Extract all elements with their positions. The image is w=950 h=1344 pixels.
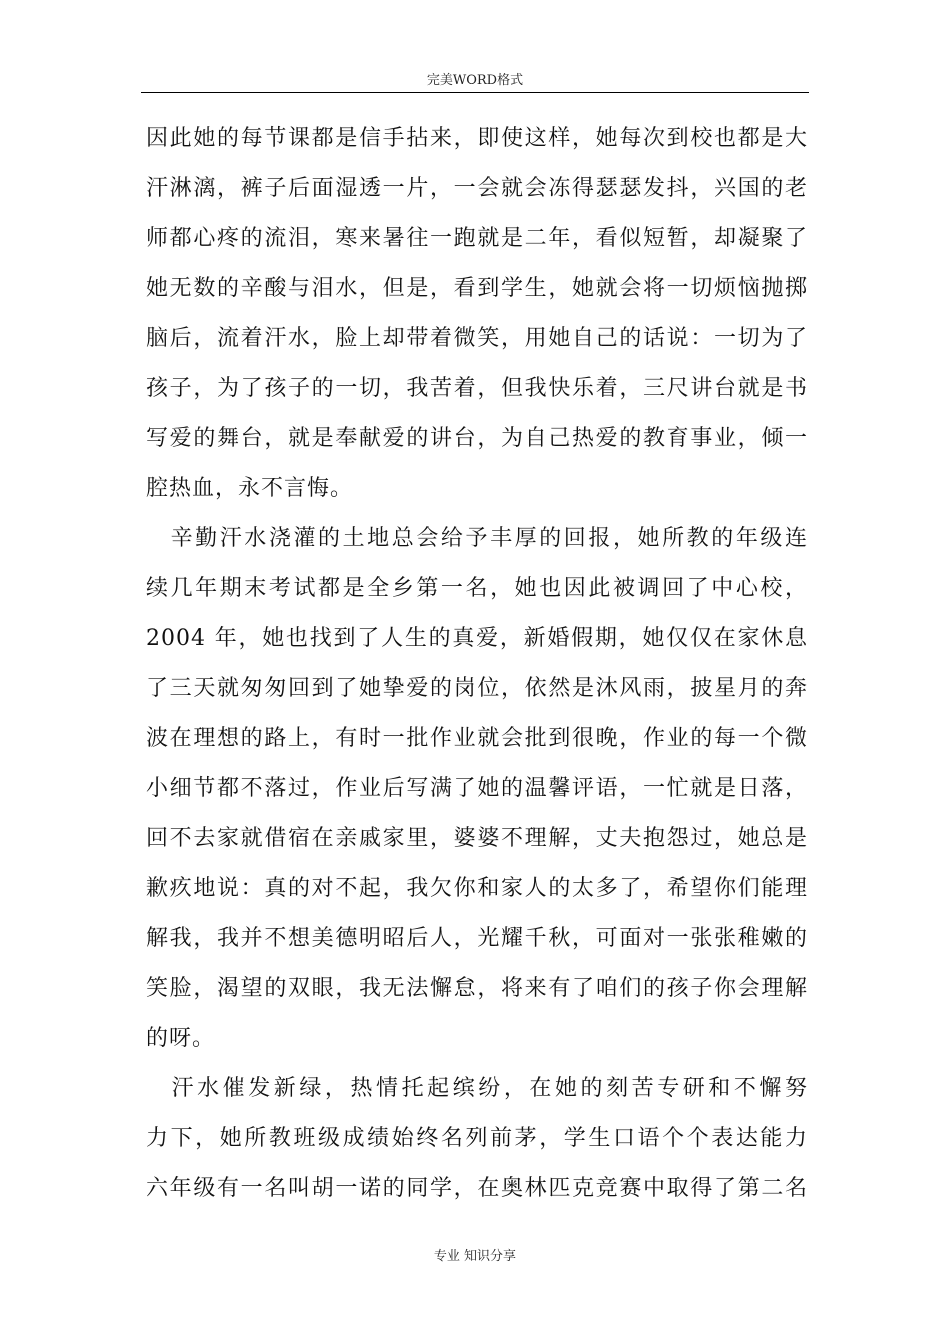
text-line: 笑脸，渴望的双眼，我无法懈怠，将来有了咱们的孩子你会理解 — [146, 976, 808, 1001]
text-line: 波在理想的路上，有时一批作业就会批到很晚，作业的每一个微 — [146, 726, 808, 751]
header-divider — [141, 92, 809, 93]
text-line: 因此她的每节课都是信手拈来，即使这样，她每次到校也都是大 — [146, 126, 808, 151]
paragraph-2 — [146, 514, 808, 1064]
text-line: 汗水催发新绿，热情托起缤纷，在她的刻苦专研和不懈努 — [146, 1076, 808, 1101]
text-line: 力下，她所教班级成绩始终名列前茅，学生口语个个表达能力 — [146, 1126, 808, 1151]
page-header: 完美WORD格式 — [426, 73, 524, 88]
text-line: 2004 年，她也找到了人生的真爱，新婚假期，她仅仅在家休息 — [146, 626, 808, 651]
text-line: 续几年期末考试都是全乡第一名，她也因此被调回了中心校， — [146, 576, 808, 601]
text-line: 腔热血，永不言悔。 — [146, 476, 354, 501]
text-line: 小细节都不落过，作业后写满了她的温馨评语，一忙就是日落， — [146, 776, 808, 801]
page-footer: 专业 知识分享 — [433, 1249, 517, 1264]
paragraph-1 — [146, 114, 808, 514]
text-line: 脑后，流着汗水，脸上却带着微笑，用她自己的话说：一切为了 — [146, 326, 808, 351]
text-line: 师都心疼的流泪，寒来暑往一跑就是二年，看似短暂，却凝聚了 — [146, 226, 808, 251]
text-line: 了三天就匆匆回到了她挚爱的岗位，依然是沐风雨，披星月的奔 — [146, 676, 808, 701]
text-line: 歉疚地说：真的对不起，我欠你和家人的太多了，希望你们能理 — [146, 876, 808, 901]
text-line: 辛勤汗水浇灌的土地总会给予丰厚的回报，她所教的年级连 — [146, 526, 808, 551]
text-line: 孩子，为了孩子的一切，我苦着，但我快乐着，三尺讲台就是书 — [146, 376, 808, 401]
text-line: 回不去家就借宿在亲戚家里，婆婆不理解，丈夫抱怨过，她总是 — [146, 826, 808, 851]
text-line: 汗淋漓，裤子后面湿透一片，一会就会冻得瑟瑟发抖，兴国的老 — [146, 176, 808, 201]
document-body — [146, 114, 808, 1214]
text-line: 写爱的舞台，就是奉献爱的讲台，为自己热爱的教育事业，倾一 — [146, 426, 808, 451]
text-line: 解我，我并不想美德明昭后人，光耀千秋，可面对一张张稚嫩的 — [146, 926, 808, 951]
text-line: 的呀。 — [146, 1026, 216, 1051]
paragraph-3 — [146, 1064, 808, 1214]
text-line: 六年级有一名叫胡一诺的同学，在奥林匹克竞赛中取得了第二名 — [146, 1176, 808, 1201]
text-line: 她无数的辛酸与泪水，但是，看到学生，她就会将一切烦恼抛掷 — [146, 276, 808, 301]
